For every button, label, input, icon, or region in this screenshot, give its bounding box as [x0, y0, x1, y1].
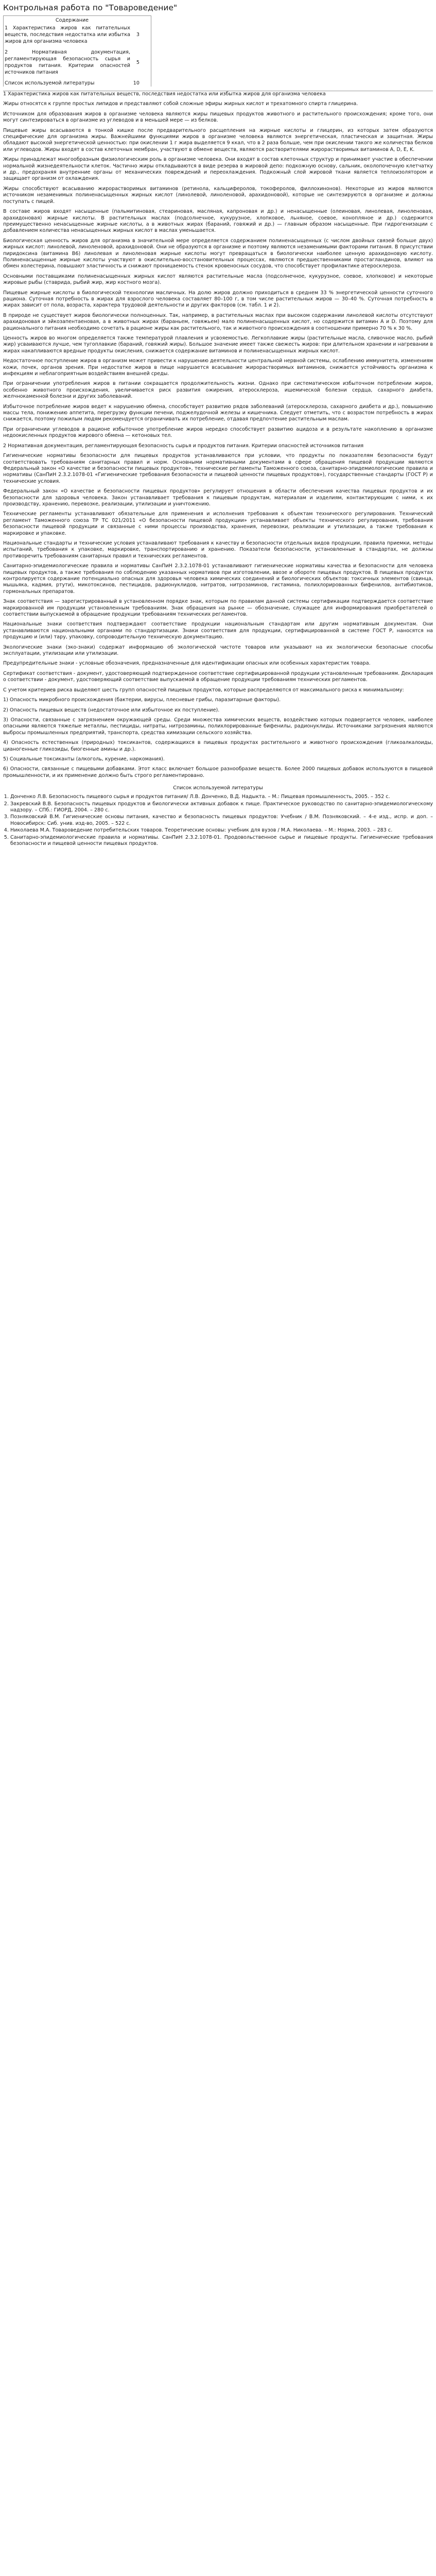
toc-item-page: 10	[133, 80, 139, 86]
body-paragraph: Источником для образования жиров в организме человека являются жиры пищевых продуктов животного и растительного происхождения; кроме того, они могут синтезироваться в организме из углеводов и в меньшей мере — из белков.	[3, 111, 433, 124]
body-paragraph: Избыточное потребление жиров ведет к нарушению обмена, способствует развитию рядов заболеваний (атеросклероза, сахарного диабета и др.), повышению массы тела, понижению аппетита, перегрузку функции печени, поджелудочной железы и кишечника. Следует отметить, что с возрастом потребность в жирах снижается, поэтому пожилым людям рекомендуется ограничивать их потребление, отдавая предпочтение растительным маслам.	[3, 403, 433, 422]
body-paragraph: 2 Нормативная документация, регламентирующая безопасность сырья и продуктов питания. Критерии опасностей источников питания	[3, 443, 364, 449]
body-paragraph: Знак соответствия — зарегистрированный в установленном порядке знак, которым по правилам данной системы сертификации подтверждается соответствие маркированной им продукции установленным требованиям. Знак обращения на рынке — обозначение, служащее для информирования приобретателей о соответствии выпускаемой в обращение продукции требованиям технических регламентов.	[3, 599, 433, 618]
reference-item: 3. Позняковский В.М. Гигиенические основы питания, качество и безопасность пищевых продуктов: Учебник / В.М. Позняковский. – 4-е изд., испр. и доп. – Новосибирск: Сиб. унив. изд-во, 2005. – 522 с.	[10, 814, 433, 827]
body-paragraph: Пищевые жирные кислоты в биологической технологии масличных. На долю жиров должно приходиться в среднем 33 % энергетической ценности суточного рациона. Суточная потребность в жирах для взрослого человека составляет 80–100 г, в том числе растительных жиров — 30–40 %. Суточная потребность в жирах зависит от пола, возраста, характера трудовой деятельности и других факторов (см. табл. 1 и 2).	[3, 290, 433, 309]
body-paragraph: Пищевые жиры всасываются в тонкой кишке после предварительного расщепления на жирные кислоты и глицерин, из которых затем образуются специфические для организма жиры. Важнейшими функциями жиров в организме человека являются энергетическая, пластическая и защитная. Жиры обладают высокой энергетической ценностью: при окислении 1 г жира выделяется 9 ккал, что в 2 раза больше, чем при окислении такого же количества белков или углеводов. Жиры входят в состав клеточных мембран, участвуют в обмене веществ, являются растворителями жирорастворимых витаминов A, D, E, K.	[3, 127, 433, 152]
reference-item: 2. Закревский В.В. Безопасность пищевых продуктов и биологически активных добавок к пище. Практическое руководство по санитарно-эпидемиологическому надзору. – СПб.: ГИОРД, 2004. – 280 с.	[10, 801, 433, 814]
body-paragraph: Национальные стандарты и технические условия устанавливают требования к качеству и безопасности отдельных видов продукции, правила приемки, методы испытаний, требования к упаковке, маркировке, транспортированию и хранению. Показатели безопасности, установленные в стандартах, не должны противоречить требованиям санитарных правил и технических регламентов.	[3, 540, 433, 559]
body-paragraph: Федеральный закон «О качестве и безопасности пищевых продуктов» регулирует отношения в области обеспечения качества пищевых продуктов и их безопасности для здоровья человека. Закон устанавливает требования к пищевым продуктам, материалам и изделиям, контактирующим с ними, к их производству, хранению, перевозке, реализации, утилизации и уничтожению.	[3, 488, 433, 507]
body-paragraph: Ценность жиров во многом определяется также температурой плавления и усвояемостью. Легкоплавкие жиры (растительные масла, сливочное масло, рыбий жир) усваиваются лучше, чем тугоплавкие (бараний, говяжий жиры). Большое значение имеет также свежесть жиров: при длительном хранении и нагревании в жирах накапливаются вредные продукты окисления, снижается содержание витаминов и полиненасыщенных жирных кислот.	[3, 335, 433, 354]
body-paragraph: Санитарно-эпидемиологические правила и нормативы СанПиН 2.3.2.1078-01 устанавливают гигиенические нормативы качества и безопасности для человека пищевых продуктов, а также требования по соблюдению указанных нормативов при изготовлении, ввозе и обороте пищевых продуктов. В пищевых продуктах контролируется содержание потенциально опасных для здоровья человека химических соединений и биологических объектов: токсичных элементов (свинца, мышьяка, кадмия, ртути), микотоксинов, пестицидов, радионуклидов, нитратов, нитрозаминов, гистамина, полихлорированных бифенилов, антибиотиков, гормональных препаратов.	[3, 563, 433, 595]
body-paragraph: В природе не существует жиров биологически полноценных. Так, например, в растительных маслах при высоком содержании линолевой кислоты отсутствуют арахидоновая и эйкозапентаеновая, а в животных жирах (бараньем, говяжьем) мало полиненасыщенных кислот, но содержится витамин A и D. Поэтому для рационального питания необходимо сочетать в рационе жиры как растительного, так и животного происхождения в соотношении примерно 70 % к 30 %.	[3, 312, 433, 331]
body-paragraph: Недостаточное поступление жиров в организм может привести к нарушению деятельности центральной нервной системы, ослаблению иммунитета, изменениям кожи, почек, органов зрения. При недостатке жиров в пище нарушается всасывание жирорастворимых витаминов, снижается устойчивость организма к инфекциям и неблагоприятным воздействиям внешней среды.	[3, 358, 433, 377]
reference-item: 5. Санитарно-эпидемиологические правила и нормативы. СанПиН 2.3.2.1078-01. Продовольственное сырье и пищевые продукты. Гигиенические требования безопасности и пищевой ценности пищевых продуктов.	[10, 835, 433, 848]
body-paragraph: В составе жиров входят насыщенные (пальмитиновая, стеариновая, масляная, капроновая и др.) и ненасыщенные (олеиновая, линолевая, линоленовая, арахидоновая) жирные кислоты. В растительных маслах (подсолнечное, кукурузное, хлопковое, льняное, соевое, конопляное и др.) содержится преимущественно ненасыщенные жирные кислоты, а в животных жирах (бараний, говяжий и др.) — главным образом насыщенные. При гидрогенизации с добавлением количества ненасыщенных жирных кислот в маслах уменьшается.	[3, 209, 433, 234]
body-paragraph: Технические регламенты устанавливают обязательные для применения и исполнения требования к объектам технического регулирования. Технический регламент Таможенного союза ТР ТС 021/2011 «О безопасности пищевой продукции» устанавливает объекты технического регулирования, требования безопасности пищевой продукции и связанные с ними процессы производства, хранения, перевозки, реализации и утилизации, а также требования к маркировке и упаковке.	[3, 511, 433, 536]
toc-item	[5, 25, 139, 45]
body-paragraph: При ограничении употребления жиров в питании сокращается продолжительность жизни. Однако при систематическом избыточном потреблении жиров, особенно животного происхождения, увеличивается риск развития ожирения, атеросклероза, ишемической болезни сердца, сахарного диабета, желчнокаменной болезни и других заболеваний.	[3, 381, 433, 400]
reference-item: 4. Николаева М.А. Товароведение потребительских товаров. Теоретические основы: учебник для вузов / М.А. Николаева. – М.: Норма, 2003. – 283 с.	[10, 827, 433, 834]
body-paragraph: Гигиенические нормативы безопасности для пищевых продуктов устанавливаются при условии, что продукты по показателям безопасности будут соответствовать требованиям санитарных правил и норм. Основными нормативными документами в сфере обращения пищевой продукции являются Федеральный закон «О качестве и безопасности пищевых продуктов», технические регламенты Таможенного союза, санитарно-эпидемиологические правила и нормативы (СанПиН 2.3.2.1078-01 «Гигиенические требования безопасности и пищевой ценности пищевых продуктов»), государственные стандарты (ГОСТ Р) и технические условия.	[3, 453, 433, 484]
body-paragraph: Экологические знаки (эко-знаки) содержат информацию об экологической чистоте товаров или указывают на их экологически безопасные способы эксплуатации, утилизации или утилизации.	[3, 644, 433, 657]
toc-heading: Содержание	[55, 18, 89, 23]
body-paragraph: Национальные знаки соответствия подтверждают соответствие продукции национальным стандартам или другим нормативным документам. Они устанавливаются национальными органами по стандартизации. Знаки соответствия для продукции, сертифицированной в системе ГОСТ Р, наносятся на продукцию и (или) тару, упаковку, сопроводительную техническую документацию.	[3, 621, 433, 640]
toc-item-page: 3	[136, 32, 139, 38]
body-paragraph: Жиры способствуют всасыванию жирорастворимых витаминов (ретинола, кальциферолов, токоферолов, филлохинонов). Некоторые из жиров являются источником незаменимых полиненасыщенных жирных кислот (линолевой, линоленовой, арахидоновой), которые не синтезируются в организме и должны поступать с пищей.	[3, 185, 433, 205]
body-paragraph: 6) Опасности, связанные с пищевыми добавками. Этот класс включает большое разнообразие веществ. Более 2000 пищевых добавок используются в пищевой промышленности, и их применение должно быть строго регламентировано.	[3, 766, 433, 778]
body-paragraph: 2) Опасность пищевых веществ (недостаточное или избыточное их поступление).	[3, 707, 220, 713]
table-of-contents	[4, 17, 139, 87]
document-body	[3, 91, 433, 779]
body-paragraph: Предупредительные знаки - условные обозначения, предназначенные для идентификации опасных или особенных характеристик товара.	[3, 660, 371, 667]
body-paragraph: 1 Характеристика жиров как питательных веществ, последствия недостатка или избытка жиров для организма человека	[3, 91, 326, 97]
body-paragraph: 3) Опасности, связанные с загрязнением окружающей среды. Среди множества химических веществ, воздействию которых подвергается человек, наиболее опасными являются тяжелые металлы, пестициды, нитраты, нитрозамины, полихлорированные бифенилы, радионуклиды. Источниками загрязнения являются выбросы промышленных предприятий, транспорта, средства химизации сельского хозяйства.	[3, 717, 433, 736]
references-list	[3, 794, 433, 847]
body-paragraph: 5) Социальные токсиканты (алкоголь, курение, наркомания).	[3, 756, 165, 762]
body-paragraph: Основными поставщиками полиненасыщенных жирных кислот являются растительные масла (подсолнечное, кукурузное, соевое, хлопковое) и некоторые жировые рыбы (ставрида, рыбий жир, жир костного мозга).	[3, 273, 433, 286]
toc-item-title: Список используемой литературы	[5, 80, 95, 86]
body-paragraph: Биологическая ценность жиров для организма в значительной мере определяется содержанием полиненасыщенных (с числом двойных связей больше двух) жирных кислот: линолевой, линоленовой, арахидоновой. Они не образуются в организме и поэтому являются незаменимыми факторами питания. В присутствии пиридоксина (витамина B6) линолевая и линоленовая жирные кислоты могут превращаться в биологически наиболее ценную арахидоновую кислоту. Полиненасыщенные жирные кислоты участвуют в окислительно-восстановительных процессах, являются предшественниками простагландинов, влияют на обмен холестерина, повышают эластичность и снижают проницаемость стенок кровеносных сосудов, что способствует профилактике атеросклероза.	[3, 238, 433, 269]
toc-item-title: 2 Нормативная документация, регламентирующая безопасность сырья и продуктов питания. Критерии опасностей источников питания	[5, 49, 130, 75]
document-title: Контрольная работа по "Товароведение"	[3, 3, 178, 12]
references-heading: Список используемой литературы	[173, 785, 263, 791]
body-paragraph: 4) Опасность естественных (природных) токсикантов, содержащихся в пищевых продуктах растительного и животного происхождения (гликоалкалоиды, цианогенные гликозиды, биогенные амины и др.).	[3, 740, 433, 752]
toc-item	[5, 80, 139, 87]
body-paragraph: Жиры относятся к группе простых липидов и представляют собой сложные эфиры жирных кислот и трехатомного спирта глицерина.	[3, 101, 358, 107]
document-page	[0, 0, 436, 858]
reference-item: 1. Донченко Л.В. Безопасность пищевого сырья и продуктов питания/ Л.В. Донченко, В.Д. Надыкта. – М.: Пищевая промышленность, 2005. – 352 с.	[10, 794, 433, 800]
body-paragraph: С учетом критериев риска выделяют шесть групп опасностей пищевых продуктов, которые распределяются от максимального риска к минимальному:	[3, 687, 404, 693]
body-paragraph: 1) Опасность микробного происхождения (бактерии, вирусы, плесневые грибы, паразитарные факторы).	[3, 697, 281, 703]
toc-item	[5, 49, 139, 76]
body-paragraph: Сертификат соответствия - документ, удостоверяющий подтвержденное соответствие сертифицированной продукции установленным требованиям. Декларация о соответствии - документ, удостоверяющий соответствие выпускаемой в обращение продукции требованиям технических регламентов.	[3, 670, 433, 683]
contents-frame	[3, 15, 151, 87]
body-paragraph: Жиры принадлежат многообразным физиологическим роль в организме человека. Они входят в состав клеточных структур и принимают участие в обеспечении нормальной жизнедеятельности клеток. Частично жиры откладываются в виде резерва в жировой депо: подкожную основу, сальник, околопочечную клетчатку и др., предохраняя внутренние органы от механических повреждений и переохлаждения. Подкожный слой жировой ткани является теплоизолятором и защищает организм от охлаждения.	[3, 157, 433, 182]
body-paragraph: При ограничении углеводов в рационе избыточное употребление жиров нередко способствует развитию ацидоза и в результате накоплению в организме недоокисленных продуктов жирового обмена — кетоновых тел.	[3, 426, 433, 439]
toc-item-page: 5	[136, 59, 139, 65]
toc-item-title: 1 Характеристика жиров как питательных веществ, последствия недостатка или избытка жиров для организма человека	[5, 25, 130, 44]
